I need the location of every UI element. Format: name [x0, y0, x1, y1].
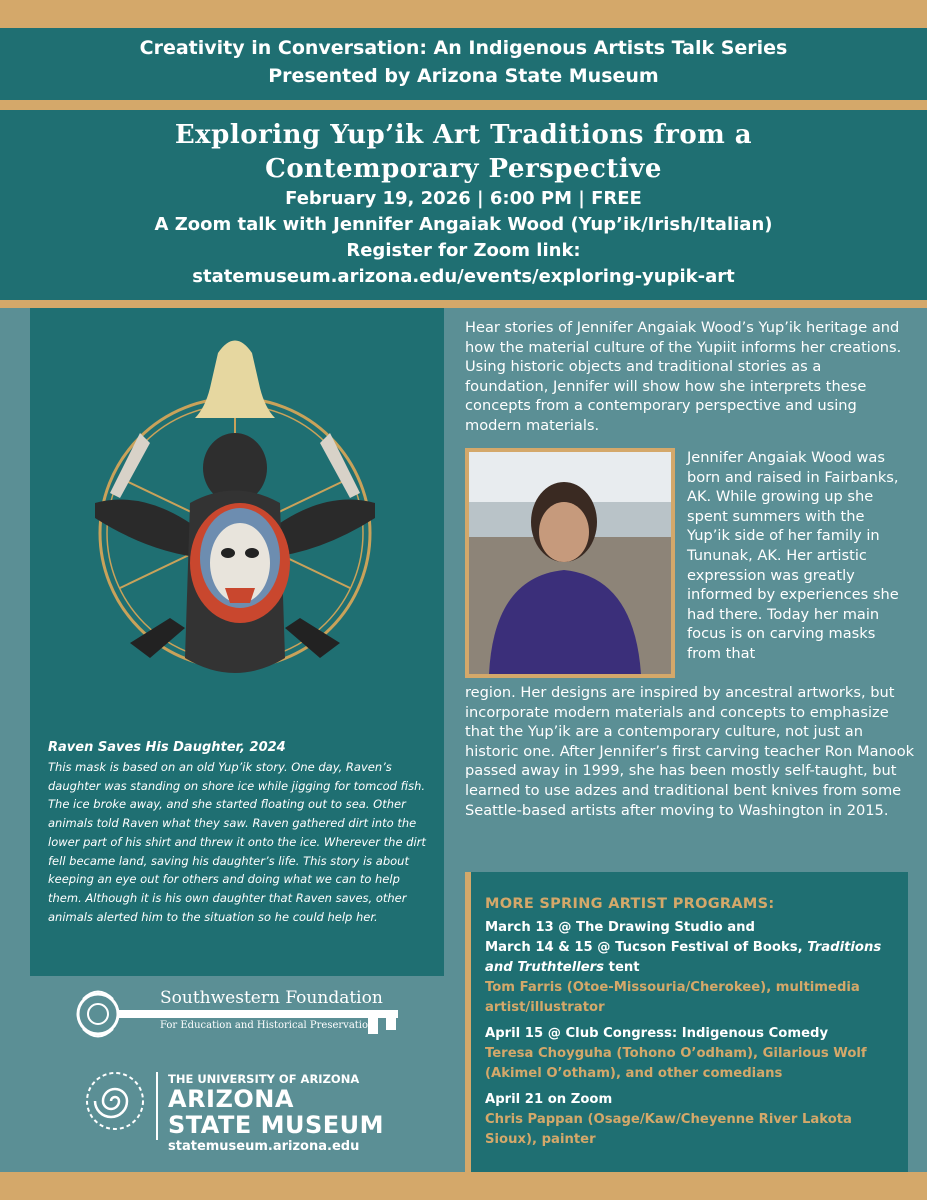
museum-name: [168, 1086, 384, 1138]
museum-name-line2: STATE MUSEUM: [168, 1111, 385, 1139]
register-label: Register for Zoom link:: [346, 240, 581, 261]
mask-artwork-image: [90, 318, 380, 728]
programs-heading: MORE SPRING ARTIST PROGRAMS:: [485, 896, 775, 912]
museum-name-line1: ARIZONA: [168, 1085, 294, 1113]
museum-spiral-logo: [84, 1070, 146, 1132]
main-content: [0, 308, 927, 1172]
museum-url[interactable]: statemuseum.arizona.edu: [168, 1139, 360, 1154]
sponsor-name: Southwestern Foundation: [160, 988, 383, 1008]
artwork-title: Raven Saves His Daughter, 2024: [48, 740, 286, 755]
program-event: April 15 @ Club Congress: Indigenous Comedy: [485, 1026, 829, 1041]
program-item: [485, 918, 895, 1018]
event-date: February 19, 2026 | 6:00 PM | FREE: [285, 188, 642, 209]
spring-programs-box: [465, 872, 908, 1172]
event-header: [0, 110, 927, 300]
artist-photo: [465, 448, 675, 678]
program-event-tail: tent: [608, 960, 640, 975]
event-description: Hear stories of Jennifer Angaiak Wood’s Yup’ik heritage and how the material culture of the Yupiit informs her creations. Using historic objects and traditional stories as a foundation, Jennifer will show how she interprets these concepts from a contemporary perspective and using modern materials.: [465, 319, 902, 434]
program-artist: Chris Pappan (Osage/Kaw/Cheyenne River Lakota Sioux), painter: [485, 1112, 852, 1147]
program-event: [485, 938, 895, 978]
program-artist: Teresa Choyguha (Tohono O’odham), Gilarious Wolf (Akimel O’otham), and other comedians: [485, 1046, 867, 1081]
university-name: THE UNIVERSITY OF ARIZONA: [168, 1072, 360, 1086]
program-venue-italic: Traditions and Truthtellers: [485, 940, 882, 975]
artist-bio-part1: Jennifer Angaiak Wood was born and raised in Fairbanks, AK. While growing up she spent summers with the Yup’ik side of her family in Tununak, AK. Her artistic expression was greatly informed by experiences she had there. Today her main focus is on carving masks from that: [687, 449, 899, 662]
program-event-text: March 14 & 15 @ Tucson Festival of Books,: [485, 940, 803, 955]
program-artist: Tom Farris (Otoe-Missouria/Cherokee), multimedia artist/illustrator: [485, 980, 860, 1015]
artist-portrait-image: [469, 452, 671, 674]
register-link[interactable]: statemuseum.arizona.edu/events/exploring-yupik-art: [192, 266, 735, 287]
museum-divider: [156, 1072, 158, 1140]
event-talk: A Zoom talk with Jennifer Angaiak Wood (Yup’ik/Irish/Italian): [154, 214, 773, 235]
artwork-panel: [30, 308, 444, 976]
series-title: Creativity in Conversation: An Indigenous Artists Talk Series: [139, 37, 788, 59]
event-title: Exploring Yup’ik Art Traditions from a Contemporary Perspective: [174, 120, 753, 184]
program-event: March 13 @ The Drawing Studio and: [485, 920, 755, 935]
artist-bio-part2: region. Her designs are inspired by ancestral artworks, but incorporate modern materials and concepts to emphasize that the Yup’ik are a contemporary culture, not just an historic one. After Jennifer’s first carving teacher Ron Manook passed away in 1999, she has been mostly self-taught, but learned to use adzes and traditional bent knives from some Seattle-based artists after moving to Washington in 2015.: [465, 684, 915, 819]
artwork-caption: [48, 738, 428, 926]
series-banner: [0, 28, 927, 100]
program-event: April 21 on Zoom: [485, 1092, 613, 1107]
series-presenter: Presented by Arizona State Museum: [268, 65, 659, 87]
artwork-description: This mask is based on an old Yup’ik story. One day, Raven’s daughter was standing on shore ice while jigging for tomcod fish. The ice broke away, and she started floating out to sea. Other animals told Raven what they saw. Raven gathered dirt into the lower part of his shirt and threw it onto the ice. Wherever the dirt fell became land, saving his daughter’s life. This story is about keeping an eye out for others and doing what we can to help them. Although it is his own daughter that Raven saves, other animals alerted him to the situation so he could help her.: [48, 760, 426, 924]
sponsor-subtitle: For Education and Historical Preservation: [160, 1020, 375, 1031]
program-item: [485, 1090, 895, 1150]
program-item: [485, 1024, 895, 1084]
